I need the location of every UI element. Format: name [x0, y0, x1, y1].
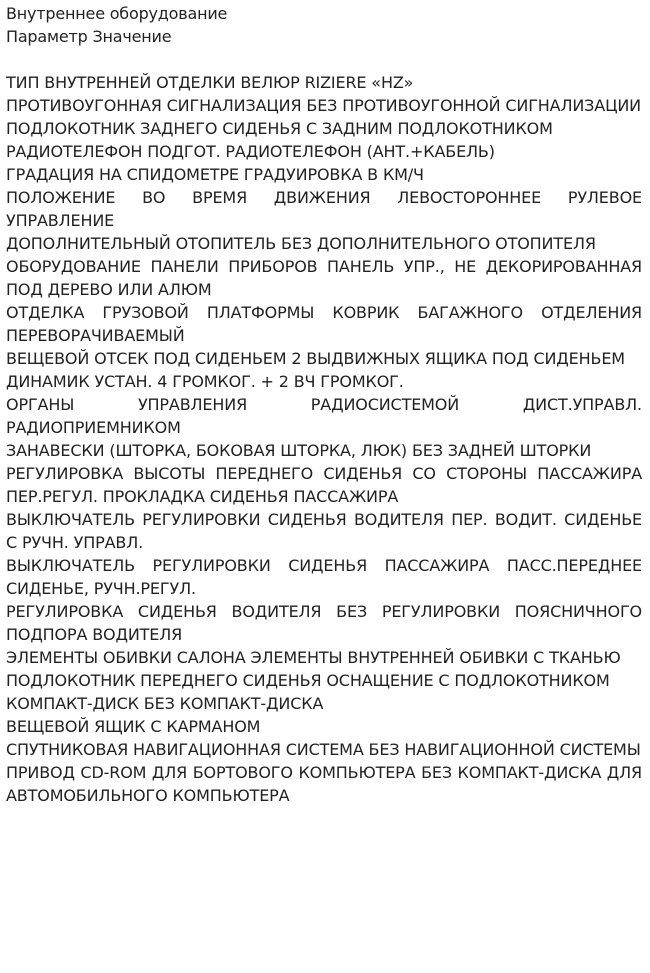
list-item: ПРОТИВОУГОННАЯ СИГНАЛИЗАЦИЯ БЕЗ ПРОТИВОУГОННОЙ СИГНАЛИЗАЦИИ [6, 96, 641, 115]
list-item: РЕГУЛИРОВКА ВЫСОТЫ ПЕРЕДНЕГО СИДЕНЬЯ СО СТОРОНЫ ПАССАЖИРА ПЕР.РЕГУЛ. ПРОКЛАДКА СИДЕНЬЯ ПАССАЖИРА [6, 464, 642, 506]
list-item: ЗАНАВЕСКИ (ШТОРКА, БОКОВАЯ ШТОРКА, ЛЮК) БЕЗ ЗАДНЕЙ ШТОРКИ [6, 441, 592, 460]
list-item: РАДИОТЕЛЕФОН ПОДГОТ. РАДИОТЕЛЕФОН (АНТ.+КАБЕЛЬ) [6, 142, 495, 161]
list-item: ОБОРУДОВАНИЕ ПАНЕЛИ ПРИБОРОВ ПАНЕЛЬ УПР., НЕ ДЕКОРИРОВАННАЯ ПОД ДЕРЕВО ИЛИ АЛЮМ [6, 257, 642, 299]
list-item: ПОДЛОКОТНИК ПЕРЕДНЕГО СИДЕНЬЯ ОСНАЩЕНИЕ С ПОДЛОКОТНИКОМ [6, 671, 610, 690]
list-item: ДИНАМИК УСТАН. 4 ГРОМКОГ. + 2 ВЧ ГРОМКОГ. [6, 372, 404, 391]
list-item: ДОПОЛНИТЕЛЬНЫЙ ОТОПИТЕЛЬ БЕЗ ДОПОЛНИТЕЛЬНОГО ОТОПИТЕЛЯ [6, 234, 596, 253]
list-item: ВЫКЛЮЧАТЕЛЬ РЕГУЛИРОВКИ СИДЕНЬЯ ВОДИТЕЛЯ ПЕР. ВОДИТ. СИДЕНЬЕ С РУЧН. УПРАВЛ. [6, 510, 642, 552]
section-title: Внутреннее оборудование [6, 4, 228, 23]
list-item: ПОЛОЖЕНИЕ ВО ВРЕМЯ ДВИЖЕНИЯ ЛЕВОСТОРОННЕЕ РУЛЕВОЕ УПРАВЛЕНИЕ [6, 188, 642, 230]
list-item: КОМПАКТ-ДИСК БЕЗ КОМПАКТ-ДИСКА [6, 694, 324, 713]
list-item: ЭЛЕМЕНТЫ ОБИВКИ САЛОНА ЭЛЕМЕНТЫ ВНУТРЕННЕЙ ОБИВКИ С ТКАНЬЮ [6, 648, 621, 667]
list-item: ГРАДАЦИЯ НА СПИДОМЕТРЕ ГРАДУИРОВКА В КМ/Ч [6, 165, 424, 184]
list-item: ТИП ВНУТРЕННЕЙ ОТДЕЛКИ ВЕЛЮР RIZIERE «HZ» [6, 73, 414, 92]
list-item: ОРГАНЫ УПРАВЛЕНИЯ РАДИОСИСТЕМОЙ ДИСТ.УПРАВЛ. РАДИОПРИЕМНИКОМ [6, 395, 642, 437]
list-item: ВЫКЛЮЧАТЕЛЬ РЕГУЛИРОВКИ СИДЕНЬЯ ПАССАЖИРА ПАСС.ПЕРЕДНЕЕ СИДЕНЬЕ, РУЧН.РЕГУЛ. [6, 556, 642, 598]
blank-line [6, 48, 642, 71]
list-item: ВЕЩЕВОЙ ЯЩИК С КАРМАНОМ [6, 717, 261, 736]
list-item: ПРИВОД CD-ROM ДЛЯ БОРТОВОГО КОМПЬЮТЕРА БЕЗ КОМПАКТ-ДИСКА ДЛЯ АВТОМОБИЛЬНОГО КОМПЬЮТЕРА [6, 763, 642, 805]
equipment-list [6, 71, 642, 807]
list-item: ПОДЛОКОТНИК ЗАДНЕГО СИДЕНЬЯ С ЗАДНИМ ПОДЛОКОТНИКОМ [6, 119, 553, 138]
list-item: ВЕЩЕВОЙ ОТСЕК ПОД СИДЕНЬЕМ 2 ВЫДВИЖНЫХ ЯЩИКА ПОД СИДЕНЬЕМ [6, 349, 625, 368]
table-header: Параметр Значение [6, 27, 172, 46]
list-item: СПУТНИКОВАЯ НАВИГАЦИОННАЯ СИСТЕМА БЕЗ НАВИГАЦИОННОЙ СИСТЕМЫ [6, 740, 641, 759]
list-item: ОТДЕЛКА ГРУЗОВОЙ ПЛАТФОРМЫ КОВРИК БАГАЖНОГО ОТДЕЛЕНИЯ ПЕРЕВОРАЧИВАЕМЫЙ [6, 303, 642, 345]
list-item: РЕГУЛИРОВКА СИДЕНЬЯ ВОДИТЕЛЯ БЕЗ РЕГУЛИРОВКИ ПОЯСНИЧНОГО ПОДПОРА ВОДИТЕЛЯ [6, 602, 642, 644]
